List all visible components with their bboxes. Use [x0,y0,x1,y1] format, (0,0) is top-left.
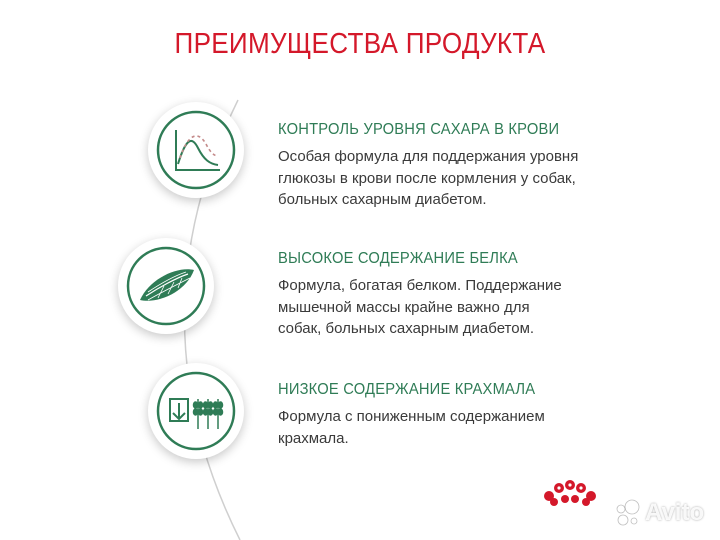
crown-logo-icon [541,476,599,508]
benefit-description: Формула с пониженным содержанием крахмала. [278,408,545,447]
benefit-icon-circle-2 [118,238,214,334]
benefit-item-starch [278,381,638,449]
glucose-curve-icon [154,108,238,192]
avito-watermark [612,498,704,528]
muscle-icon [124,244,208,328]
benefit-title: ВЫСОКОЕ СОДЕРЖАНИЕ БЕЛКА [278,250,518,267]
benefit-description: Особая формула для поддержания уровня глюкозы в крови после кормления у собак, больных сахарным диабетом. [278,148,579,208]
benefit-item-protein [278,250,638,340]
reduced-starch-icon [154,369,238,453]
avito-logo-icon [612,498,642,528]
page-title: ПРЕИМУЩЕСТВА ПРОДУКТА [174,28,546,60]
benefit-icon-circle-1 [148,102,244,198]
watermark-text: Avito [645,499,705,526]
benefit-title: НИЗКОЕ СОДЕРЖАНИЕ КРАХМАЛА [278,381,536,398]
benefit-description: Формула, богатая белком. Поддержание мышечной массы крайне важно для собак, больных сахарным диабетом. [278,277,562,337]
benefit-item-glucose [278,121,638,211]
benefit-title: КОНТРОЛЬ УРОВНЯ САХАРА В КРОВИ [278,121,560,138]
benefit-icon-circle-3 [148,363,244,459]
